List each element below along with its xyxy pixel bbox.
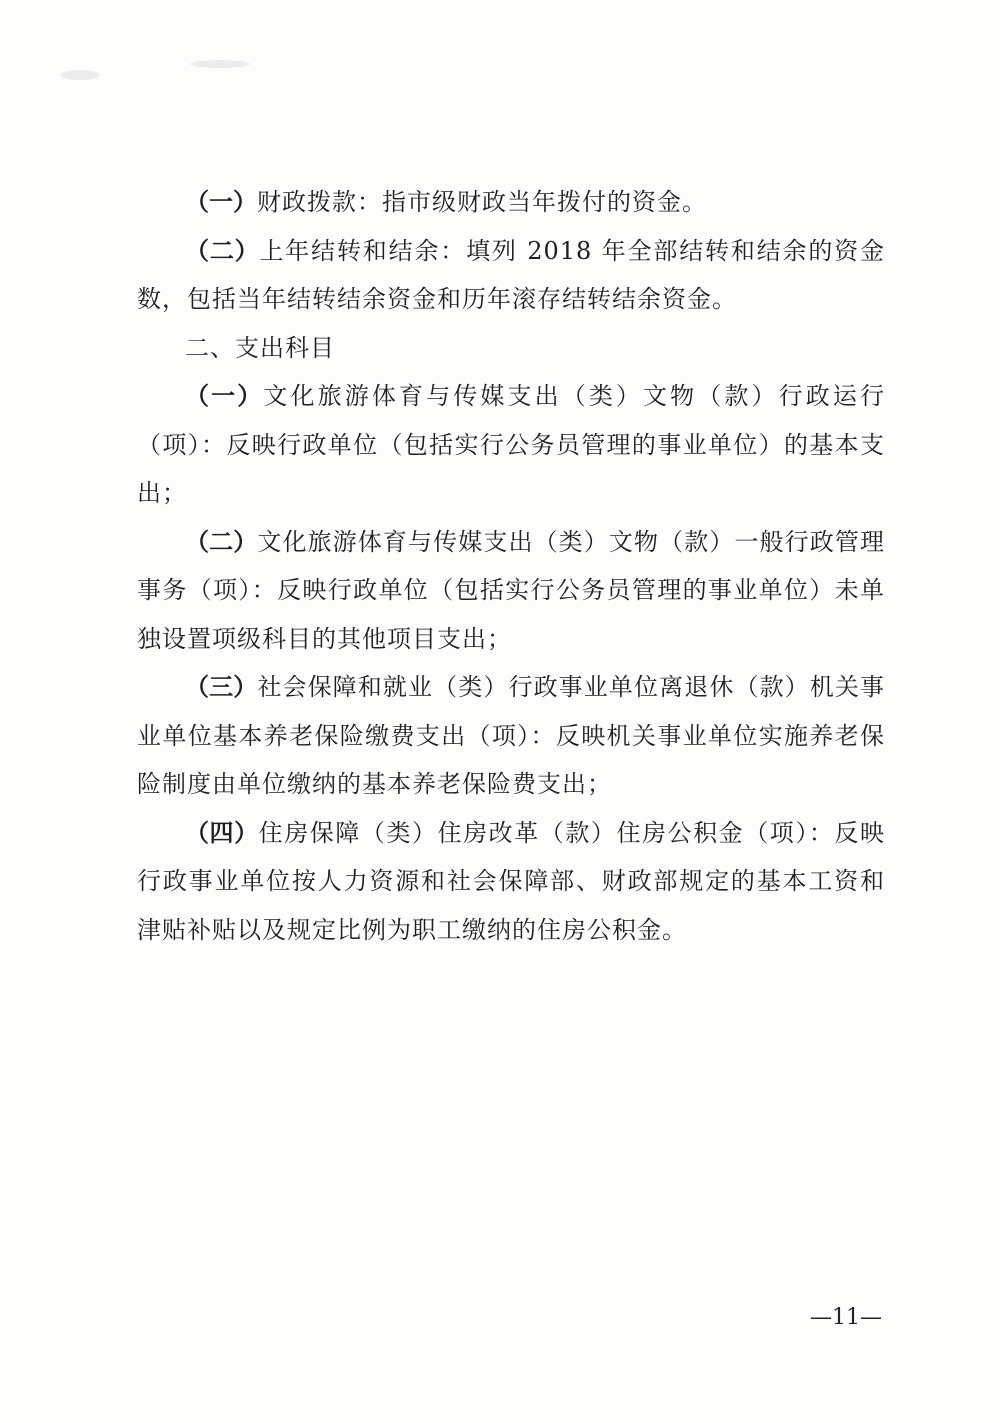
- paragraph-prefix: （一）: [185, 188, 257, 216]
- scan-speck: [190, 60, 250, 68]
- expense-item-4: [137, 809, 885, 955]
- document-body: [137, 178, 885, 954]
- item-text: 文化旅游体育与传媒支出（类）文物（款）一般行政管理事务（项）：反映行政单位（包括实行公务员管理的事业单位）未单独设置项级科目的其他项目支出；: [137, 527, 886, 653]
- item-text: 住房保障（类）住房改革（款）住房公积金（项）：反映行政事业单位按人力资源和社会保障部、财政部规定的基本工资和津贴补贴以及规定比例为职工缴纳的住房公积金。: [137, 818, 886, 944]
- paragraph-fiscal-allocation: [137, 178, 885, 227]
- paragraph-prefix: （二）: [185, 236, 260, 265]
- section-heading: 二、支出科目: [185, 333, 335, 362]
- item-prefix: （一）: [185, 382, 264, 410]
- item-text: 社会保障和就业（类）行政事业单位离退休（款）机关事业单位基本养老保险缴费支出（项）：反映机关事业单位实施养老保险制度由单位缴纳的基本养老保险费支出；: [137, 673, 886, 798]
- expense-item-3: [137, 663, 885, 809]
- item-text: 文化旅游体育与传媒支出（类）文物（款）行政运行（项）：反映行政单位（包括实行公务员管理的事业单位）的基本支出；: [137, 382, 886, 507]
- page-number: —11—: [810, 1305, 882, 1330]
- paragraph-text: 上年结转和结余：填列 2018 年全部结转和结余的资金数，包括当年结转结余资金和历年滚存结转结余资金。: [137, 236, 885, 313]
- item-prefix: （三）: [185, 673, 258, 701]
- item-prefix: （四）: [185, 818, 259, 847]
- paragraph-carryover: [137, 227, 885, 324]
- expense-item-1: [137, 372, 885, 518]
- scan-speck: [60, 70, 100, 80]
- expense-item-2: [137, 518, 885, 664]
- item-prefix: （二）: [185, 527, 258, 556]
- paragraph-text: 财政拨款：指市级财政当年拨付的资金。: [257, 188, 707, 216]
